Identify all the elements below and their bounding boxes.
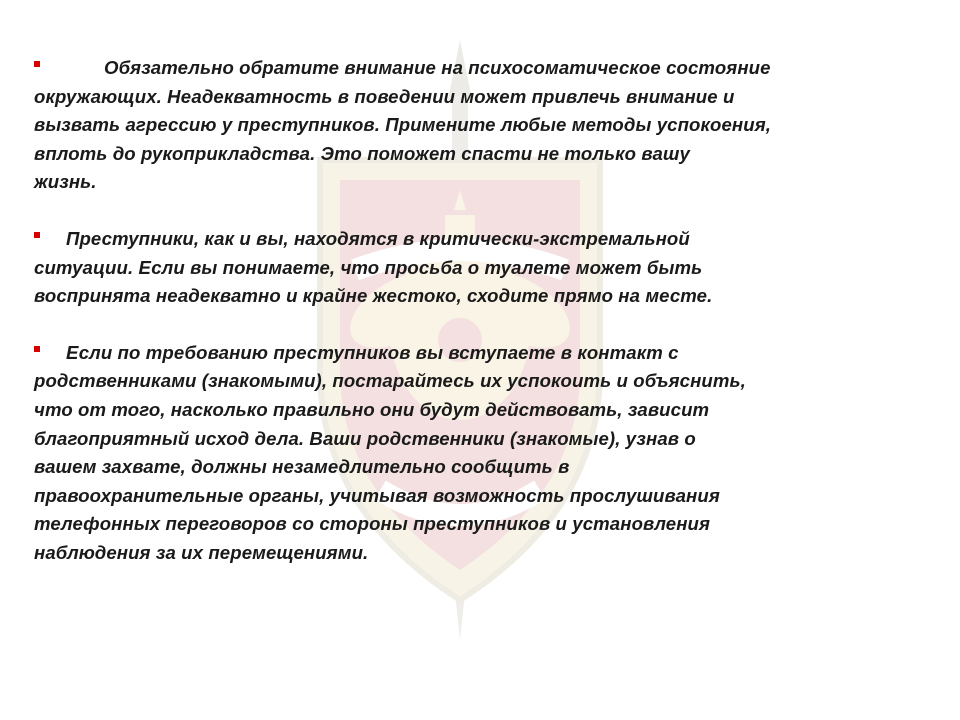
paragraph-line-text: Обязательно обратите внимание на психосоматическое состояние xyxy=(104,57,771,78)
paragraph-line: окружающих. Неадекватность в поведении может привлечь внимание и xyxy=(34,85,735,107)
paragraph-line: благоприятный исход дела. Ваши родственники (знакомые), узнав о xyxy=(34,427,696,449)
document-body xyxy=(34,54,914,596)
paragraph-line: вызвать агрессию у преступников. Примените любые методы успокоения, xyxy=(34,114,772,136)
red-square-bullet-icon xyxy=(34,346,40,352)
paragraph-line: вашем захвате, должны незамедлительно сообщить в xyxy=(34,456,570,478)
paragraph-psychosomatic xyxy=(34,54,914,197)
paragraph-contact-relatives xyxy=(34,339,914,568)
paragraph-line: ситуации. Если вы понимаете, что просьба о туалете может быть xyxy=(34,256,703,278)
paragraph-line: наблюдения за их перемещениями. xyxy=(34,541,369,563)
paragraph-line: воспринята неадекватно и крайне жестоко, сходите прямо на месте. xyxy=(34,285,713,307)
red-square-bullet-icon xyxy=(34,232,40,238)
paragraph-line: правоохранительные органы, учитывая возможность прослушивания xyxy=(34,484,720,506)
paragraph-line xyxy=(34,54,914,83)
paragraph-critical-situation xyxy=(34,225,914,311)
paragraph-line xyxy=(34,225,914,254)
paragraph-line: вплоть до рукоприкладства. Это поможет спасти не только вашу xyxy=(34,142,690,164)
paragraph-line: родственниками (знакомыми), постарайтесь их успокоить и объяснить, xyxy=(34,370,746,392)
paragraph-line: телефонных переговоров со стороны преступников и установления xyxy=(34,513,711,535)
paragraph-line: что от того, насколько правильно они будут действовать, зависит xyxy=(34,398,710,420)
paragraph-line-text: Преступники, как и вы, находятся в критически-экстремальной xyxy=(66,227,690,249)
paragraph-line xyxy=(34,339,914,368)
paragraph-line: жизнь. xyxy=(34,171,97,193)
paragraph-line-text: Если по требованию преступников вы вступаете в контакт с xyxy=(66,341,679,363)
red-square-bullet-icon xyxy=(34,61,40,67)
